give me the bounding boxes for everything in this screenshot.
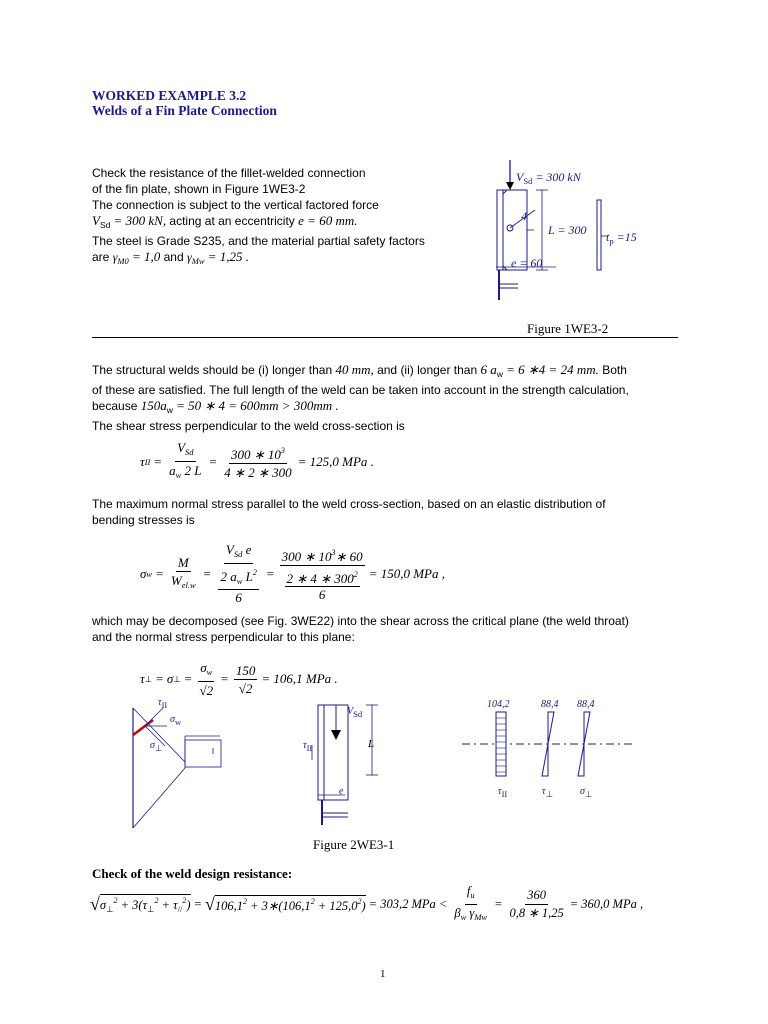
- fraction: [508, 888, 566, 921]
- text-run: =15: [613, 230, 637, 244]
- fraction: [234, 663, 258, 696]
- text-run: ⊥: [545, 789, 553, 799]
- symbol: ⊥: [173, 673, 181, 684]
- fraction: [222, 443, 293, 480]
- text-run: el.w: [181, 579, 196, 590]
- tp-label: [606, 230, 637, 246]
- equals: =: [155, 671, 164, 686]
- text-run: e = 60 mm.: [298, 213, 358, 228]
- stress-value-sigma-perp: 88,4: [577, 699, 595, 710]
- text-run: p: [609, 236, 614, 246]
- text-run: and (ii) longer than: [373, 363, 481, 377]
- text-run: V: [347, 706, 354, 717]
- text-run: √2: [199, 683, 214, 698]
- text-run: 40 mm,: [335, 362, 374, 377]
- equals: =: [265, 565, 275, 581]
- text-run: = 300 kN,: [110, 213, 167, 228]
- section-divider: [92, 337, 678, 338]
- text-run: V: [516, 170, 524, 184]
- eccentricity-label-2: e: [339, 786, 344, 797]
- text-run: 3: [280, 446, 285, 455]
- text-run: w: [460, 912, 467, 922]
- intro-line: The steel is Grade S235, and the material partial safety factors: [92, 234, 425, 248]
- text-run: σ: [170, 714, 175, 725]
- text-run: ∗ 60: [335, 549, 363, 564]
- result: = 125,0 MPa .: [297, 453, 374, 469]
- equals: =: [208, 453, 218, 469]
- text-run: τ: [542, 786, 546, 797]
- text-line: The maximum normal stress parallel to the weld cross-section, based on an elastic distribution of: [92, 497, 606, 511]
- length-label: L = 300: [548, 223, 587, 237]
- intro-line: of the fin plate, shown in Figure 1WE3-2: [92, 182, 306, 196]
- normal-stress-equation: [140, 542, 445, 605]
- radicand: $106,1^2$ + $3∗(106,1^2 + 125,0^2)$: [214, 897, 366, 913]
- fraction: [167, 440, 203, 483]
- symbol: w: [146, 568, 153, 579]
- text-run: ∗4 = 24 mm.: [527, 362, 599, 377]
- text-run: 6: [318, 587, 326, 602]
- intro-line: [92, 213, 472, 233]
- intro-line: The connection is subject to the vertical factored force: [92, 198, 379, 212]
- equals: =: [202, 565, 212, 581]
- text-run: M: [177, 554, 189, 570]
- text-run: γ: [187, 250, 192, 264]
- text-run: M0: [117, 256, 129, 266]
- text-run: Mw: [474, 912, 488, 922]
- text-run: ⊥: [154, 743, 163, 753]
- text-run: acting at an eccentricity: [166, 214, 299, 228]
- text-run: 360: [525, 888, 548, 905]
- symbol: τ: [140, 453, 145, 469]
- page-title: WORKED EXAMPLE 3.2: [92, 88, 247, 103]
- text-run: 4 ∗ 2 ∗ 300: [224, 465, 292, 480]
- text-run: Sd: [99, 220, 111, 230]
- text-run: 2: [353, 570, 358, 579]
- text-run: Sd: [233, 549, 243, 559]
- text-line: [92, 398, 680, 418]
- normal-stress-paragraph: [92, 496, 680, 528]
- text-run: Mw: [191, 256, 205, 266]
- result: = 150,0 MPa ,: [368, 565, 445, 581]
- symbol: σ: [140, 565, 147, 581]
- text-run: γ: [112, 250, 118, 264]
- text-run: The structural welds should be (i) longer than: [92, 363, 336, 377]
- plate-force-figure: [300, 700, 400, 830]
- text-run: II: [161, 700, 168, 710]
- throat-label: 4: [521, 209, 527, 223]
- page-subtitle: Welds of a Fin Plate Connection: [92, 103, 277, 118]
- intro-line: Check the resistance of the fillet-welded connection: [92, 166, 366, 180]
- text-run: Sd: [185, 447, 194, 457]
- equals: =: [193, 897, 202, 911]
- text-run: w: [496, 369, 503, 379]
- symbol: ⊥: [144, 673, 153, 684]
- text-run: are: [92, 250, 113, 264]
- tau-parallel-label-2: [303, 740, 312, 753]
- sigma-w-label: [170, 714, 181, 727]
- text-line: which may be decomposed (see Fig. 3WE22) into the shear across the critical plane (the weld throat): [92, 614, 629, 628]
- resistance-check-equation: [90, 884, 643, 925]
- symbol: σ: [166, 671, 174, 686]
- text-run: + 125,0: [314, 899, 358, 913]
- stress-value-tau-perp: 88,4: [541, 699, 559, 710]
- text-run: W: [170, 572, 182, 588]
- intro-paragraph: [92, 165, 472, 269]
- text-run: 2 L: [181, 463, 202, 478]
- text-line: bending stresses is: [92, 513, 195, 527]
- text-run: 150: [235, 662, 256, 678]
- text-line: The shear stress perpendicular to the weld cross-section is: [92, 419, 405, 433]
- text-run: V: [225, 542, 234, 557]
- text-run: f: [466, 884, 471, 898]
- equals: =: [153, 453, 163, 469]
- section-heading: Check of the weld design resistance:: [92, 866, 293, 881]
- radicand: $\sigma_\perp^2 + 3(\tau_\perp^2 + \tau_{//}^2)$: [99, 896, 191, 914]
- dist-label-tau-par: [498, 786, 507, 799]
- text-run: w: [206, 667, 213, 677]
- shear-stress-equation: [140, 440, 374, 483]
- symbol: II: [144, 456, 151, 467]
- text-run: 3: [331, 548, 336, 557]
- text-run: τ: [158, 697, 162, 708]
- text-line: [92, 362, 680, 382]
- text-run: and: [160, 250, 187, 264]
- dist-label-tau-perp: [542, 786, 553, 800]
- text-line: of these are satisfied. The full length of the weld can be taken into account in the strength calculation,: [92, 383, 629, 397]
- radical-sign: √: [204, 894, 215, 914]
- fraction: [169, 555, 198, 593]
- radical-sign: √: [90, 894, 100, 914]
- text-run: L: [242, 569, 253, 584]
- text-run: w: [236, 576, 243, 586]
- text-run: + 3∗(106,1: [246, 899, 311, 913]
- text-run: 2 a: [220, 569, 237, 584]
- dist-label-sigma-perp: [580, 786, 592, 800]
- text-run: w: [175, 470, 182, 480]
- throat-stress-equation: [140, 660, 338, 698]
- text-run: τ: [303, 740, 307, 751]
- text-run: V: [92, 213, 100, 228]
- text-run: w: [166, 405, 173, 415]
- page-number: 1: [380, 968, 386, 980]
- text-run: √2: [238, 680, 253, 696]
- text-run: Sd: [523, 176, 533, 186]
- text-run: ⊥: [584, 789, 593, 799]
- fraction: [280, 545, 365, 602]
- fraction: [197, 660, 215, 698]
- text-run: w: [174, 717, 182, 727]
- text-run: Sd: [353, 709, 363, 719]
- result: = 360,0 MPa ,: [569, 897, 644, 911]
- text-run: 150a: [140, 398, 167, 413]
- vsd-label-2: [347, 706, 362, 719]
- text-run: a: [169, 463, 176, 478]
- equals: =: [183, 671, 193, 686]
- text-run: = 300 kN: [532, 170, 581, 184]
- text-run: = 50 ∗ 4 = 600mm > 300mm .: [172, 398, 339, 413]
- text-run: ): [361, 899, 366, 913]
- text-run: 2: [252, 568, 257, 577]
- stress-distribution-figure: [462, 700, 632, 790]
- fraction: [452, 884, 489, 925]
- text-run: β: [454, 906, 461, 920]
- text-run: 0,8 ∗ 1,25: [509, 906, 564, 920]
- text-run: t: [606, 230, 610, 244]
- text-run: = 1,25 .: [204, 249, 250, 264]
- figure-caption-2: Figure 2WE3-1: [313, 837, 395, 852]
- text-run: σ: [150, 740, 155, 751]
- text-run: 300 ∗ 10: [281, 549, 332, 564]
- sigma-perp-label: [150, 740, 162, 754]
- decomposition-paragraph: [92, 613, 680, 645]
- text-run: u: [470, 890, 475, 900]
- vsd-label: [516, 170, 581, 186]
- text-run: ): [186, 898, 191, 912]
- text-run: = 1,0: [128, 249, 161, 264]
- text-line: and the normal stress perpendicular to this plane:: [92, 630, 355, 644]
- text-run: 106,1: [214, 899, 243, 913]
- text-run: Both: [598, 363, 627, 377]
- result: = 106,1 MPa .: [261, 671, 338, 686]
- text-run: V: [177, 440, 186, 455]
- figure-caption: Figure 1WE3-2: [527, 321, 609, 336]
- text-run: II: [306, 743, 313, 753]
- fraction: [216, 542, 260, 605]
- equals: =: [220, 671, 229, 686]
- tau-parallel-label: [158, 697, 167, 710]
- text-run: 2 ∗ 4 ∗ 300: [286, 571, 354, 586]
- text-run: 6: [235, 590, 242, 605]
- text-run: 6 a: [480, 362, 497, 377]
- text-run: + 3(τ: [117, 898, 148, 912]
- length-label-2: L: [368, 738, 375, 750]
- text-run: e: [242, 542, 252, 557]
- eccentricity-label: e = 60: [511, 256, 543, 270]
- symbol: τ: [140, 671, 145, 686]
- result: = 303,2 MPa <: [368, 897, 448, 911]
- weld-length-paragraph: [92, 362, 680, 434]
- text-run: γ: [466, 906, 475, 920]
- stress-value-tau-par: 104,2: [487, 699, 510, 710]
- text-run: 300 ∗ 10: [230, 447, 281, 462]
- text-run: σ: [580, 786, 585, 797]
- text-run: σ: [99, 898, 107, 912]
- text-run: τ: [498, 786, 502, 797]
- equals: =: [155, 565, 164, 581]
- equals: =: [494, 897, 503, 911]
- text-run: II: [501, 789, 508, 799]
- text-run: + τ: [158, 898, 178, 912]
- text-run: because: [92, 399, 141, 413]
- text-run: = 6: [502, 362, 528, 377]
- intro-line: [92, 249, 472, 269]
- text-run: σ: [200, 660, 207, 675]
